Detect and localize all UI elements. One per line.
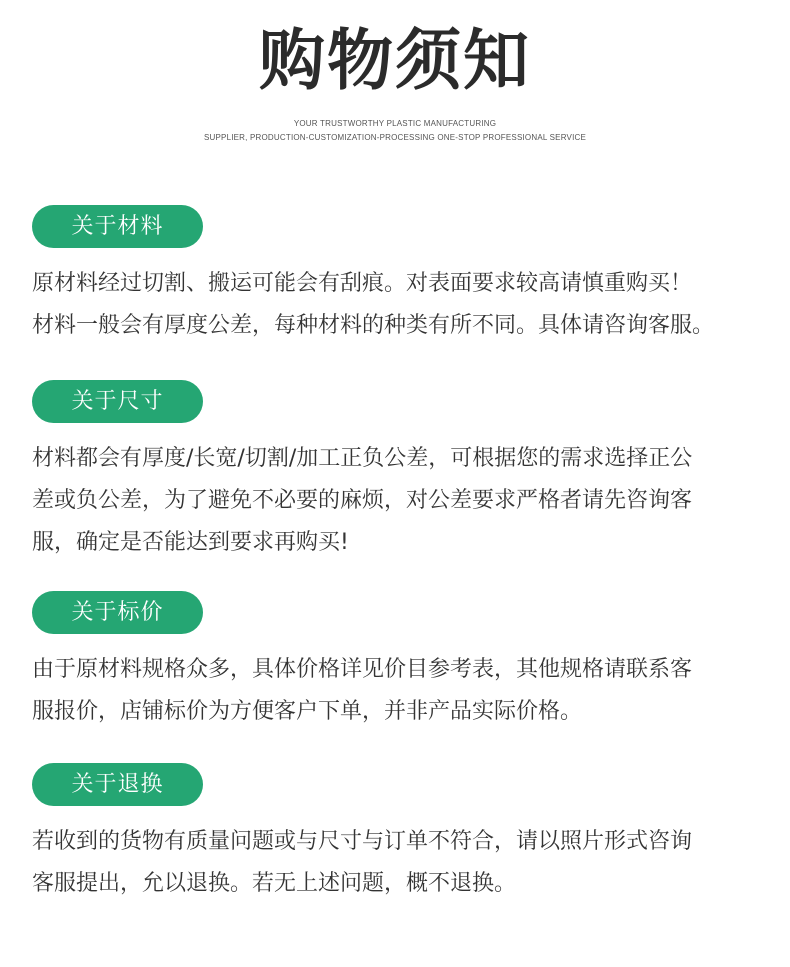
section-label-size: 关于尺寸	[32, 380, 203, 423]
body-line: 服报价，店铺标价为方便客户下单，并非产品实际价格。	[32, 699, 583, 724]
body-line: 差或负公差，为了避免不必要的麻烦，对公差要求严格者请先咨询客	[32, 488, 693, 513]
section-body-returns	[32, 821, 772, 905]
subtitle-line-1: YOUR TRUSTWORTHY PLASTIC MANUFACTURING	[293, 119, 497, 128]
section-label-materials: 关于材料	[32, 205, 203, 248]
body-line: 材料都会有厚度/长宽/切割/加工正负公差，可根据您的需求选择正公	[32, 446, 693, 471]
section-body-pricing	[32, 649, 772, 733]
body-line: 由于原材料规格众多，具体价格详见价目参考表，其他规格请联系客	[32, 657, 693, 682]
section-body-size	[32, 438, 772, 564]
body-line: 服，确定是否能达到要求再购买!	[32, 530, 349, 555]
section-body-materials	[32, 263, 772, 347]
section-label-returns: 关于退换	[32, 763, 203, 806]
section-label-pricing: 关于标价	[32, 591, 203, 634]
body-line: 材料一般会有厚度公差，每种材料的种类有所不同。具体请咨询客服。	[32, 313, 715, 338]
body-line: 若收到的货物有质量问题或与尺寸与订单不符合，请以照片形式咨询	[32, 829, 693, 854]
subtitle-line-2: SUPPLIER, PRODUCTION-CUSTOMIZATION-PROCESSING ONE-STOP PROFESSIONAL SERVICE	[203, 133, 587, 142]
body-line: 客服提出，允以退换。若无上述问题，概不退换。	[32, 871, 517, 896]
body-line: 原材料经过切割、搬运可能会有刮痕。对表面要求较高请慎重购买！	[32, 271, 693, 296]
page-title: 购物须知	[259, 22, 531, 99]
